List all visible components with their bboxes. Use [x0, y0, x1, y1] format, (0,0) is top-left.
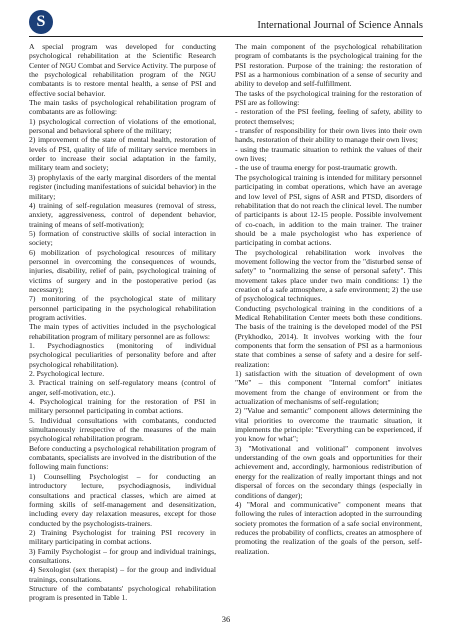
paragraph: 2. Psychological lecture.	[29, 369, 105, 379]
paragraph: The psychological training is intended for military personnel participating in combat operations, which have an average and low level of PSI, signs of ASR and PTSD, disorders of rehabilitation that do not reach the clinical level. The number of participants is about 12-15 people. Possible involvement of co-coach, in addition to the main trainer. The trainer should be a male psychologist who has experience of participating in combat actions.	[235, 172, 422, 248]
paragraph: 3) Family Psychologist – for group and individual trainings, consultations.	[29, 546, 216, 565]
header-rule	[29, 36, 423, 37]
left-column	[29, 42, 216, 603]
paragraph: 4) Sexologist (sex therapist) – for the group and individual trainings, consultations.	[29, 565, 216, 584]
journal-logo: S	[29, 10, 53, 34]
paragraph: The main types of activities included in the psychological rehabilitation program of military personnel are as follows:	[29, 322, 216, 341]
paragraph: - transfer of responsibility for their own lives into their own hands, restoration of their ability to manage their own lives;	[235, 126, 422, 145]
paragraph: 3) "Motivational and volitional" component involves understanding of the own goals and opportunities for their achievement and, accordingly, harmonious redistribution of energy for the realization of really important things and not dispersal of forces on the secondary things (especially in conditions of danger);	[235, 443, 422, 500]
paragraph: 6) mobilization of psychological resources of military personnel in overcoming the consequences of wounds, injuries, disability, relief of pain, psychological training of victims of surgery and in the postoperative period (as necessary);	[29, 247, 216, 294]
paragraph: 2) improvement of the state of mental health, restoration of levels of PSI, quality of life of military service members in order to increase their social adaptation in the family, military team and society;	[29, 135, 216, 173]
paragraph: A special program was developed for conducting psychological rehabilitation at the Scientific Research Center of NGU Combat and Service Activity. The purpose of the psychological rehabilitation program of the NGU combatants is to restore mental health, a sense of PSI and effective social behavior.	[29, 42, 216, 98]
paragraph: 1) satisfaction with the situation of development of own "Me" – this component "Internal comfort" initiates movement from the change of environment or from the actualization of mechanisms of self-regulation;	[235, 369, 422, 407]
paragraph: - using the traumatic situation to rethink the values of their own lives;	[235, 144, 422, 164]
paragraph: 4) "Moral and communicative" component means that following the rules of interaction adopted in the surrounding society promotes the formation of a safe social environment, reduces the probability of conflicts, creates an atmosphere of promoting the realization of the goals of the person, self-realization.	[235, 499, 422, 556]
paragraph: 3. Practical training on self-regulatory means (control of anger, self-motivation, etc.).	[29, 378, 216, 397]
paragraph: 5) formation of constructive skills of social interaction in society;	[29, 228, 216, 248]
paragraph: The tasks of the psychological training for the restoration of PSI are as following:	[235, 88, 422, 108]
paragraph: The main component of the psychological rehabilitation program of combatants is the psychological training for the PSI restoration. Purpose of the training: the restoration of PSI as a harmonious combination of a sense of security and ability to develop and self-fulfillment.	[235, 42, 422, 89]
paragraph: The psychological rehabilitation work involves the movement following the vector from the "disturbed sense of safety" to "normalizing the sense of personal safety". This movement takes place under two main conditions: 1) the creation of a safe atmosphere, a safe environment; 2) the use of psychological techniques.	[235, 247, 422, 304]
paragraph: 1. Psychodiagnostics (monitoring of individual psychological peculiarities of personality before and after psychological rehabilitation).	[29, 341, 216, 369]
journal-title: International Journal of Science Annals	[257, 20, 423, 31]
paragraph: 5. Individual consultations with combatants, conducted simultaneously irrespective of the measures of the main psychological rehabilitation program.	[29, 415, 216, 444]
paragraph: 3) prophylaxis of the early marginal disorders of the mental register (including manifestations of suicidal behavior) in the military;	[29, 172, 216, 201]
paragraph: 4. Psychological training for the restoration of PSI in military personnel participating in combat actions.	[29, 397, 216, 416]
right-column	[235, 42, 422, 556]
paragraph: Structure of the combatants' psychological rehabilitation program is presented in Table 1.	[29, 583, 216, 603]
paragraph: Conducting psychological training in the conditions of a Medical Rehabilitation Center meets both these conditions. The basis of the training is the developed model of the PSI (Prykhodko, 2014). It involves working with the four components that form the sensation of PSI as a harmonious state that combines a sense of safety and a desire for self-realization:	[235, 303, 422, 369]
paragraph: 2) "Value and semantic" component allows determining the vital priorities to overcome the traumatic situation, it implements the principle: "Everything can be experienced, if you know for what";	[235, 406, 422, 444]
paragraph: 1) Counselling Psychologist – for conducting an introductory lecture, psychodiagnosis, individual consultations and practical classes, which are aimed at forming skills of self-management and desensitization, including every day relaxation measures, except for those conducted by the psychologists-trainers.	[29, 471, 216, 528]
paragraph: 1) psychological correction of violations of the emotional, personal and behavioral sphere of the military;	[29, 116, 216, 136]
page-number: 36	[221, 614, 231, 624]
paragraph: 4) training of self-regulation measures (removal of stress, anxiety, aggressiveness, control of dependent behavior, training of means of self-motivation);	[29, 200, 216, 229]
paragraph: 7) monitoring of the psychological state of military personnel participating in the psychological rehabilitation program activities.	[29, 294, 216, 322]
page-header	[29, 10, 423, 40]
paragraph: - the use of trauma energy for post-traumatic growth.	[235, 163, 398, 173]
paragraph: - restoration of the PSI feeling, feeling of safety, ability to protect themselves;	[235, 107, 422, 126]
paragraph: 2) Training Psychologist for training PSI recovery in military participating in combat actions.	[29, 527, 216, 547]
paragraph: The main tasks of psychological rehabilitation program of combatants are as following:	[29, 98, 216, 117]
paragraph: Before conducting a psychological rehabilitation program of combatants, specialists are involved in the distribution of the following main functions:	[29, 443, 216, 472]
